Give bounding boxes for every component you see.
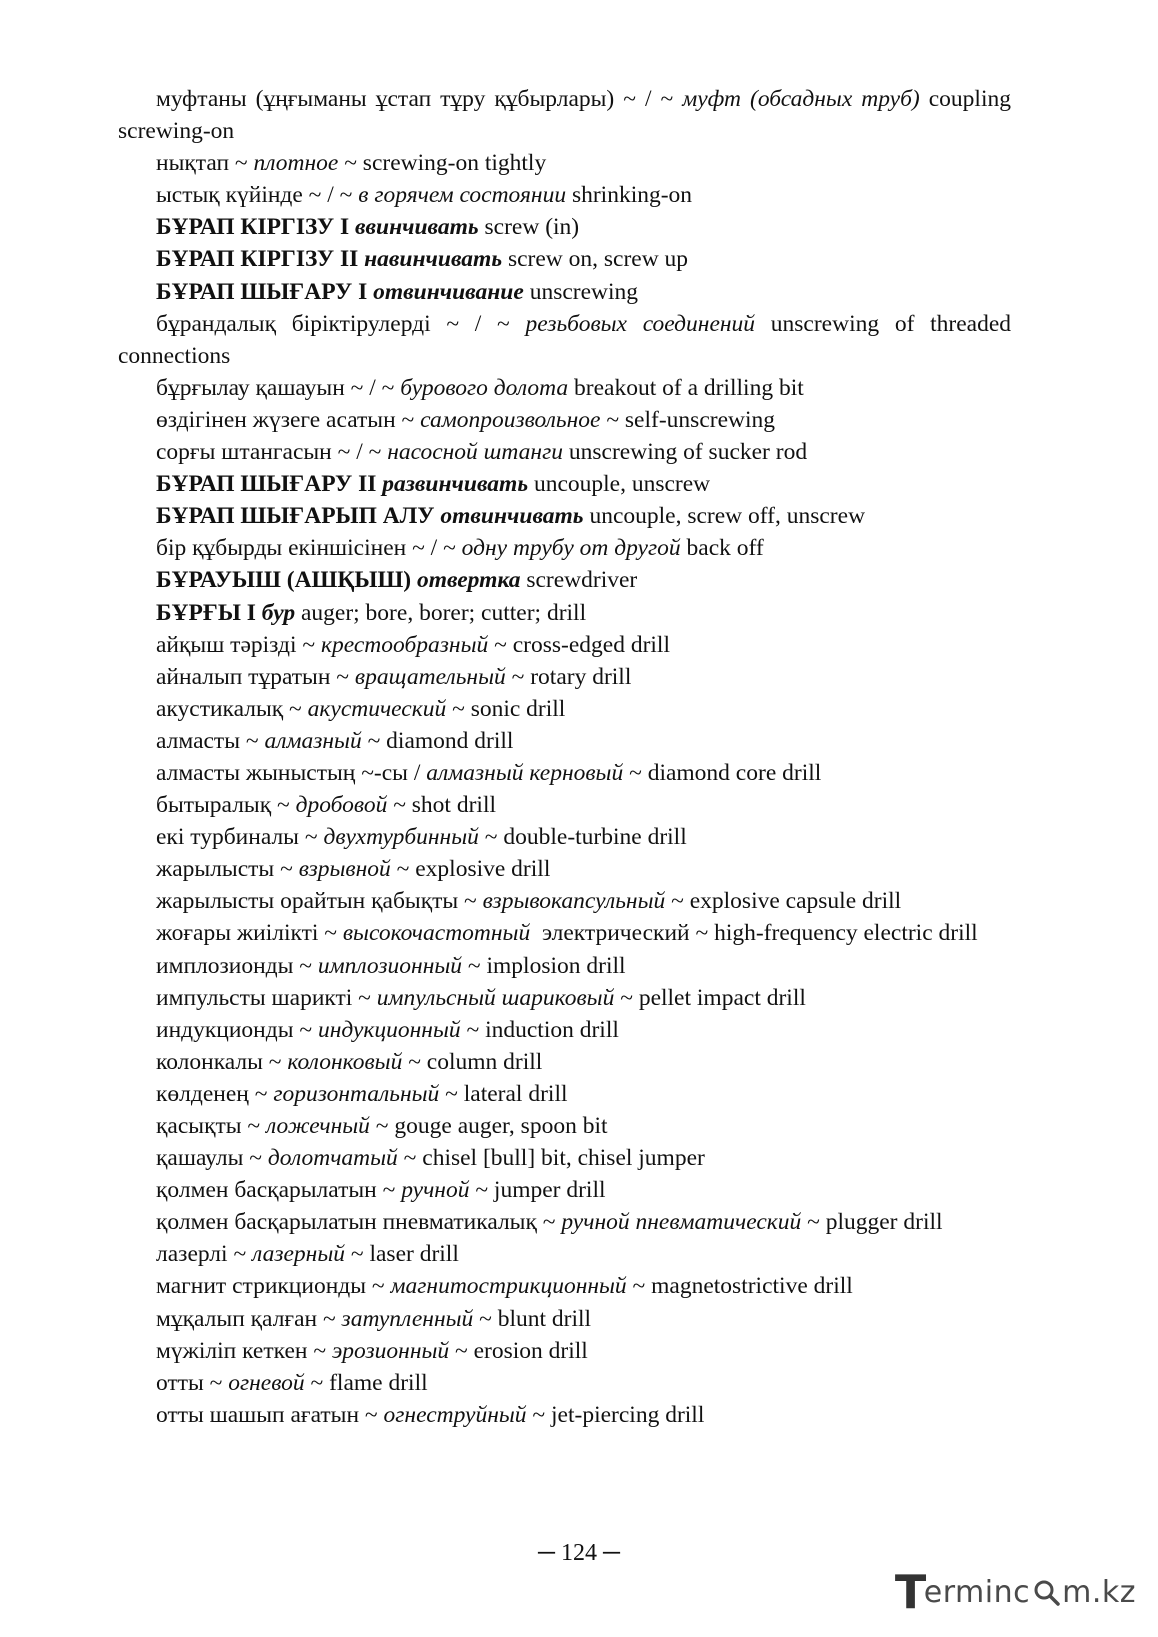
entry-text: ~ diamond drill (361, 727, 514, 754)
russian-term: бурового долота (400, 374, 569, 401)
russian-term: имплозионный (317, 952, 463, 979)
entry-text: импульсты шарикті ~ (156, 984, 377, 1011)
entry-text: ~ flame drill (304, 1369, 428, 1396)
entry-text: uncouple, unscrew (528, 471, 711, 498)
dictionary-entry (118, 982, 1011, 1014)
entry-text: акустикалық ~ (156, 695, 308, 722)
dictionary-entry (118, 276, 1011, 308)
entry-text: алмасты ~ (156, 727, 265, 754)
entry-text: айқыш тәрізді ~ (156, 631, 321, 658)
entry-text: нықтап ~ (156, 150, 254, 177)
entry-text: бұрандалық біріктірулерді ~ / ~ (156, 310, 526, 337)
russian-headword-term: отвертка (417, 567, 521, 594)
russian-term: горизонтальный (273, 1080, 440, 1107)
entry-text: ~ erosion drill (449, 1337, 588, 1364)
russian-term: затупленный (341, 1305, 474, 1332)
dictionary-entry (118, 1270, 1011, 1302)
dictionary-entries (118, 83, 1017, 1431)
dictionary-entry (118, 1078, 1011, 1110)
entry-text: ~ diamond core drill (623, 759, 822, 786)
entry-text: ~ cross-edged drill (488, 631, 670, 658)
russian-term: взрывокапсульный (482, 888, 666, 915)
russian-headword-term: отвинчивание (373, 278, 524, 305)
dictionary-entry (118, 1046, 1011, 1078)
entry-text: отты ~ (156, 1369, 229, 1396)
entry-text: қолмен басқарылатын пневматикалық ~ (156, 1209, 562, 1236)
dictionary-entry (118, 1399, 1011, 1431)
dictionary-entry (118, 404, 1011, 436)
entry-text: жарылысты ~ (156, 856, 299, 883)
russian-term: индукционный (317, 1016, 461, 1043)
russian-term: крестообразный (320, 631, 489, 658)
entry-text: ~ laser drill (345, 1241, 459, 1268)
dictionary-entry (118, 885, 1011, 917)
russian-term: муфт (обсадных труб) (682, 86, 920, 112)
dictionary-entry (118, 436, 1011, 468)
entry-text: ~ implosion drill (462, 952, 626, 979)
entry-text: қашаулы ~ (156, 1145, 268, 1172)
entry-text: ~ gouge auger, spoon bit (369, 1113, 608, 1139)
entry-text: муфтаны (ұңғыманы ұстап тұру құбырлары) ~ / ~ (156, 86, 683, 112)
entry-text: breakout of a drilling bit (568, 374, 804, 401)
russian-term: дробовой (295, 792, 388, 819)
russian-headword-term: ввинчивать (355, 214, 479, 241)
magnifier-icon (1031, 1577, 1061, 1607)
dictionary-entry (118, 211, 1011, 243)
entry-text: жоғары жиілікті ~ (156, 920, 343, 947)
entry-text: лазерлі ~ (156, 1241, 253, 1268)
dictionary-entry (118, 147, 1011, 179)
entry-text: бұрғылау қашауын ~ / ~ (156, 374, 401, 401)
russian-term: одну трубу от другой (461, 535, 681, 562)
dictionary-entry (118, 532, 1011, 564)
dictionary-entry (118, 597, 1011, 629)
entry-text: unscrewing (523, 278, 639, 305)
watermark-text-start: erminc (923, 1574, 1031, 1610)
russian-term: плотное (253, 150, 339, 177)
headword: БҰРАП КІРГІЗУ I (156, 214, 355, 241)
entry-text: қасықты ~ (156, 1113, 267, 1139)
entry-text: екі турбиналы ~ (156, 824, 324, 851)
entry-text: screw (in) (478, 214, 580, 241)
russian-headword-term: отвинчивать (440, 503, 584, 530)
entry-text: имплозионды ~ (156, 952, 318, 979)
headword: БҰРАУЫШ (АШҚЫШ) (156, 567, 417, 594)
dictionary-entry (118, 468, 1011, 500)
dictionary-entry (118, 372, 1011, 404)
russian-term: огневой (228, 1369, 305, 1396)
russian-headword-term: развинчивать (382, 471, 529, 498)
page-number: ─ 124 ─ (537, 1540, 620, 1566)
entry-text: бір құбырды екіншісінен ~ / ~ (156, 535, 462, 562)
dictionary-entry (118, 757, 1011, 789)
russian-term: вращательный (354, 663, 506, 690)
russian-term: в горячем состоянии (358, 182, 567, 209)
dictionary-entry (118, 564, 1011, 596)
dictionary-entry (118, 725, 1011, 757)
russian-term: алмазный (264, 727, 362, 754)
dictionary-entry (118, 789, 1011, 821)
entry-text: screw on, screw up (502, 246, 689, 273)
russian-term: магнитострикционный (390, 1273, 627, 1300)
dictionary-entry (118, 917, 1011, 949)
entry-text: ыстық күйінде ~ / ~ (156, 182, 359, 209)
dictionary-entry (118, 1303, 1011, 1335)
entry-text: ~ explosive drill (390, 856, 551, 883)
dictionary-entry (118, 83, 1017, 147)
entry-text: ~ sonic drill (446, 695, 566, 722)
entry-text: ~ lateral drill (439, 1080, 568, 1107)
entry-text: coupling screwing-on (118, 86, 1017, 145)
dictionary-entry (118, 693, 1011, 725)
russian-term: эрозионный (331, 1337, 450, 1364)
entry-text: ~ screwing-on tightly (338, 150, 547, 177)
entry-text: back off (680, 535, 764, 562)
dictionary-entry (118, 950, 1011, 982)
dictionary-entry (118, 1014, 1011, 1046)
watermark-initial: T (894, 1565, 927, 1619)
entry-text: мүжіліп кеткен ~ (156, 1337, 332, 1364)
entry-text: ~ jet-piercing drill (526, 1401, 705, 1428)
entry-text: қолмен басқарылатын ~ (156, 1177, 402, 1204)
entry-text: ~ double-turbine drill (478, 824, 687, 851)
dictionary-entry (118, 853, 1011, 885)
entry-text: ~ shot drill (387, 792, 497, 819)
entry-text: ~ explosive capsule drill (665, 888, 902, 915)
dictionary-entry (118, 661, 1011, 693)
entry-text: индукционды ~ (156, 1016, 318, 1043)
russian-term: акустический (307, 695, 447, 722)
watermark-text-end: m.kz (1062, 1574, 1136, 1610)
entry-text: ~ column drill (402, 1048, 543, 1075)
entry-text: unscrewing of threaded connections (118, 310, 1017, 369)
entry-text: ~ blunt drill (473, 1305, 592, 1332)
russian-term: долотчатый (267, 1145, 398, 1172)
entry-text: ~ chisel [bull] bit, chisel jumper (397, 1145, 705, 1172)
entry-text: алмасты жыныстың ~-сы / (156, 759, 427, 786)
entry-text: отты шашып ағатын ~ (156, 1401, 384, 1428)
dictionary-entry (118, 500, 1011, 532)
dictionary-entry (118, 308, 1017, 372)
dictionary-entry (118, 821, 1011, 853)
russian-headword-term: бур (261, 599, 296, 626)
entry-text: unscrewing of sucker rod (563, 439, 808, 466)
entry-text: жарылысты орайтын қабықты ~ (156, 888, 483, 915)
russian-term: двухтурбинный (323, 824, 479, 851)
russian-term: алмазный керновый (426, 759, 624, 786)
entry-text: өздігінен жүзеге асатын ~ (156, 406, 421, 433)
entry-text: ~ self-unscrewing (600, 406, 776, 433)
russian-term: ручной пневматический (561, 1209, 802, 1236)
russian-term: огнеструйный (383, 1401, 527, 1428)
headword: БҰРАП КІРГІЗУ II (156, 246, 365, 273)
entry-text: auger; bore, borer; cutter; drill (295, 599, 587, 626)
entry-text: айналып тұратын ~ (156, 663, 355, 690)
russian-term: резьбовых соединений (525, 310, 756, 337)
dictionary-entry (118, 1110, 1011, 1142)
headword: БҰРАП ШЫҒАРЫП АЛУ (156, 503, 441, 530)
russian-term: взрывной (298, 856, 391, 883)
russian-term: высокочастотный (342, 920, 531, 947)
russian-term: импульсный шариковый (376, 984, 615, 1011)
entry-text: ~ rotary drill (505, 663, 632, 690)
russian-term: колонковый (287, 1048, 403, 1075)
entry-text: ~ magnetostrictive drill (626, 1273, 853, 1300)
entry-text: shrinking-on (566, 182, 693, 209)
headword: БҰРҒЫ I (156, 599, 262, 626)
dictionary-entry (118, 1142, 1011, 1174)
entry-text: колонкалы ~ (156, 1048, 288, 1075)
dictionary-entry (118, 1206, 1011, 1238)
entry-text: ~ jumper drill (469, 1177, 606, 1204)
entry-text: uncouple, screw off, unscrew (583, 503, 866, 530)
dictionary-entry (118, 1238, 1011, 1270)
entry-text: көлденең ~ (156, 1080, 274, 1107)
entry-text: ~ plugger drill (801, 1209, 943, 1236)
entry-text: screwdriver (520, 567, 638, 594)
entry-text: бытыралық ~ (156, 792, 296, 819)
russian-headword-term: навинчивать (364, 246, 503, 273)
dictionary-entry (118, 179, 1011, 211)
entry-text: мұқалып қалған ~ (156, 1305, 342, 1332)
russian-term: ручной (401, 1177, 470, 1204)
headword: БҰРАП ШЫҒАРУ I (156, 278, 374, 305)
russian-term: насосной штанги (387, 439, 564, 466)
dictionary-entry (118, 629, 1011, 661)
dictionary-entry (118, 1174, 1011, 1206)
entry-text: ~ induction drill (460, 1016, 619, 1043)
dictionary-entry (118, 1367, 1011, 1399)
entry-text: электрический ~ high-frequency electric drill (530, 920, 978, 947)
russian-term: лазерный (252, 1241, 345, 1268)
headword: БҰРАП ШЫҒАРУ II (156, 471, 383, 498)
russian-term: ложечный (266, 1113, 370, 1139)
entry-text: магнит стрикционды ~ (156, 1273, 391, 1300)
terminkom-watermark (895, 1565, 1136, 1619)
entry-text: ~ pellet impact drill (614, 984, 806, 1011)
dictionary-entry (118, 243, 1011, 275)
dictionary-entry (118, 1335, 1011, 1367)
russian-term: самопроизвольное (420, 406, 601, 433)
entry-text: сорғы штангасын ~ / ~ (156, 439, 388, 466)
